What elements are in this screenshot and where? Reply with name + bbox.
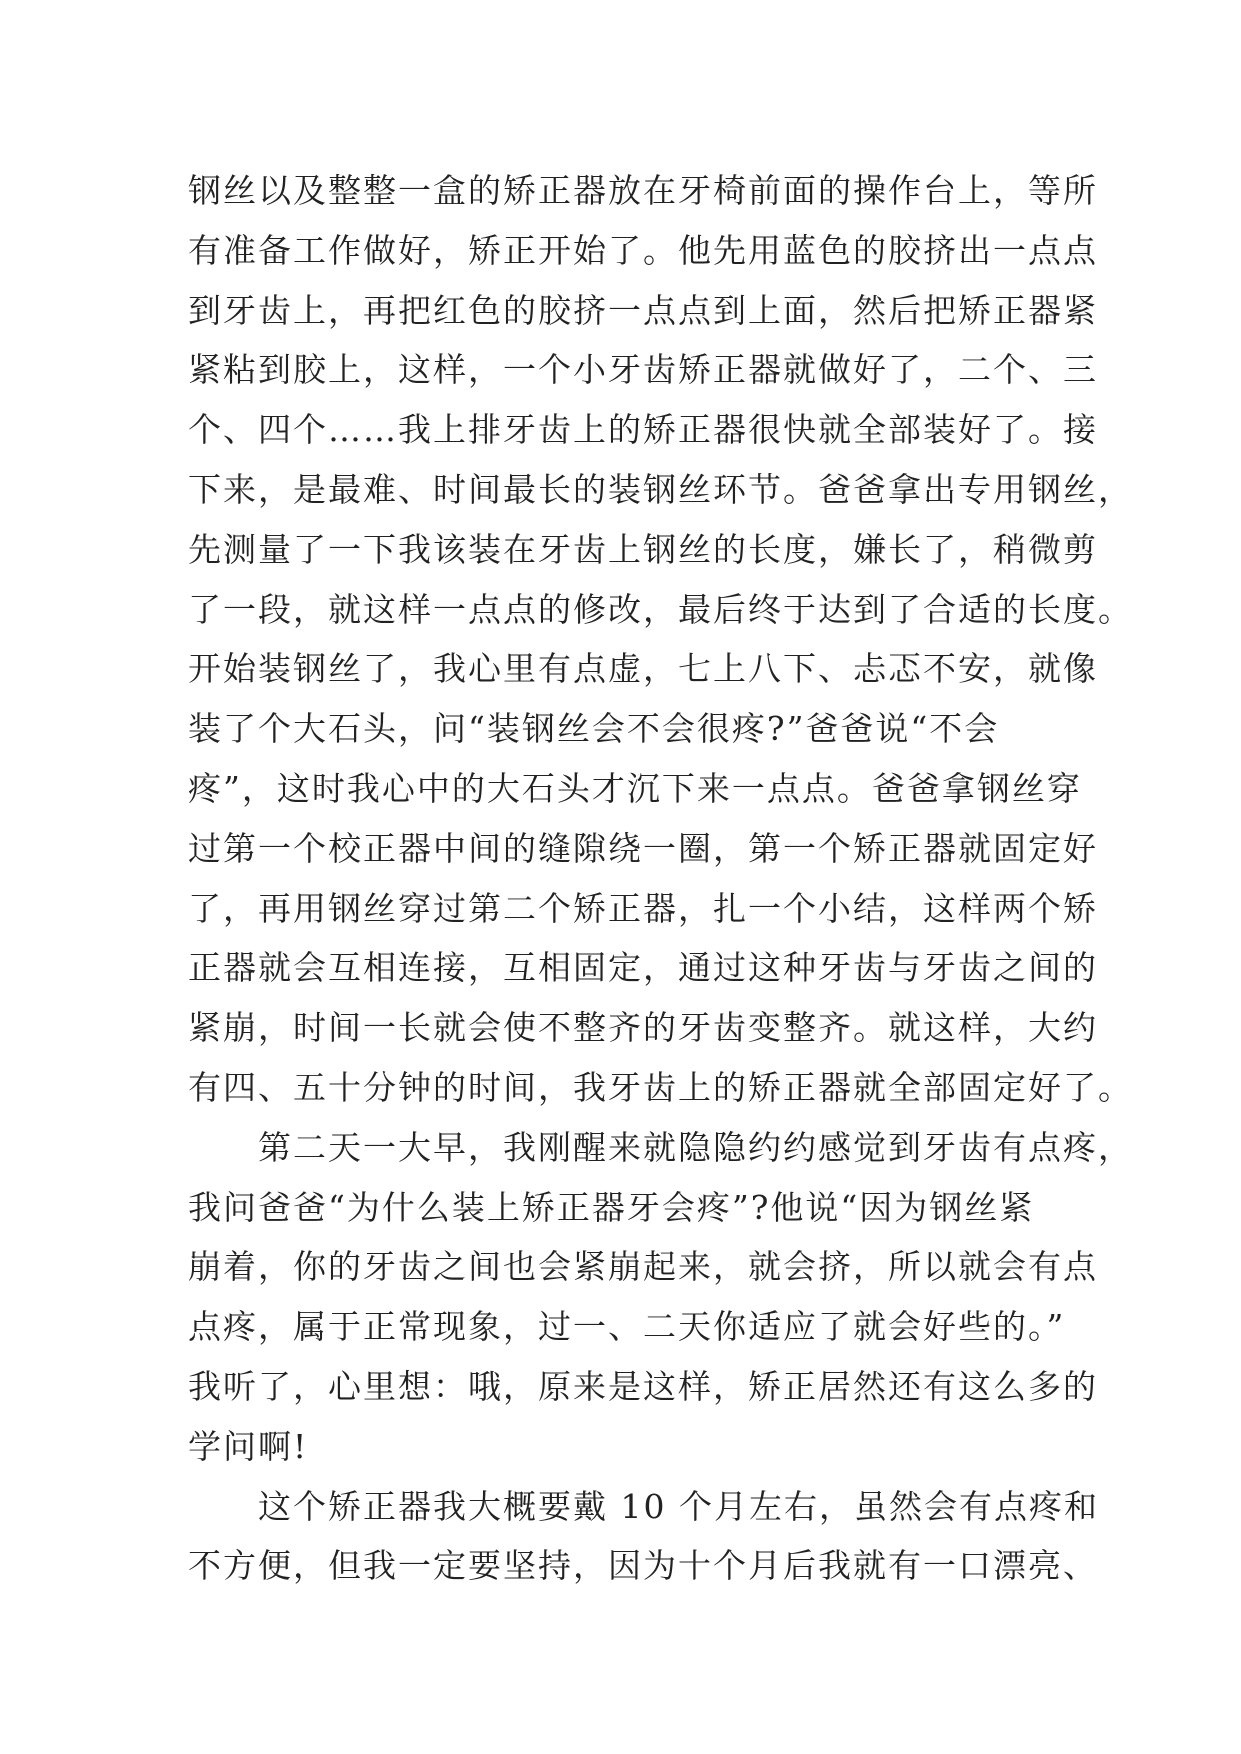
- text-line: 钢丝以及整整一盒的矫正器放在牙椅前面的操作台上，等所: [188, 171, 1098, 210]
- text-line: 不方便，但我一定要坚持，因为十个月后我就有一口漂亮、: [188, 1546, 1098, 1586]
- text-line: 正器就会互相连接，互相固定，通过这种牙齿与牙齿之间的: [188, 948, 1098, 988]
- text-line: 有四、五十分钟的时间，我牙齿上的矫正器就全部固定好了。: [188, 1067, 1133, 1107]
- text-line: 开始装钢丝了，我心里有点虚，七上八下、忐忑不安，就像: [188, 649, 1098, 689]
- text-line: 装了个大石头，问“装钢丝会不会很疼?”爸爸说“不会: [188, 709, 1000, 749]
- text-line: 下来，是最难、时间最长的装钢丝环节。爸爸拿出专用钢丝，: [188, 469, 1133, 509]
- text-line: 我问爸爸“为什么装上矫正器牙会疼”?他说“因为钢丝紧: [188, 1187, 1035, 1227]
- text-line: 紧粘到胶上，这样，一个小牙齿矫正器就做好了，二个、三: [188, 350, 1098, 390]
- body-text: [188, 161, 1133, 1596]
- text-line: 这个矫正器我大概要戴 10 个月左右，虽然会有点疼和: [188, 1486, 1099, 1526]
- text-line: 到牙齿上，再把红色的胶挤一点点到上面，然后把矫正器紧: [188, 290, 1098, 330]
- text-line: 紧崩，时间一长就会使不整齐的牙齿变整齐。就这样，大约: [188, 1008, 1098, 1048]
- text-line: 疼”，这时我心中的大石头才沉下来一点点。爸爸拿钢丝穿: [188, 768, 1082, 808]
- text-line: 过第一个校正器中间的缝隙绕一圈，第一个矫正器就固定好: [188, 828, 1098, 868]
- text-line: 崩着，你的牙齿之间也会紧崩起来，就会挤，所以就会有点: [188, 1247, 1098, 1287]
- text-line: 第二天一大早，我刚醒来就隐隐约约感觉到牙齿有点疼，: [188, 1127, 1133, 1167]
- text-line: 了一段，就这样一点点的修改，最后终于达到了合适的长度。: [188, 589, 1133, 629]
- text-line: 学问啊!: [188, 1426, 309, 1466]
- text-line: 先测量了一下我该装在牙齿上钢丝的长度，嫌长了，稍微剪: [188, 529, 1098, 569]
- text-line: 点疼，属于正常现象，过一、二天你适应了就会好些的。”: [188, 1307, 1066, 1347]
- text-line: 了，再用钢丝穿过第二个矫正器，扎一个小结，这样两个矫: [188, 888, 1098, 928]
- text-line: 有准备工作做好，矫正开始了。他先用蓝色的胶挤出一点点: [188, 230, 1098, 270]
- text-line: 个、四个……我上排牙齿上的矫正器很快就全部装好了。接: [188, 410, 1098, 450]
- text-line: 我听了，心里想：哦，原来是这样，矫正居然还有这么多的: [188, 1366, 1098, 1406]
